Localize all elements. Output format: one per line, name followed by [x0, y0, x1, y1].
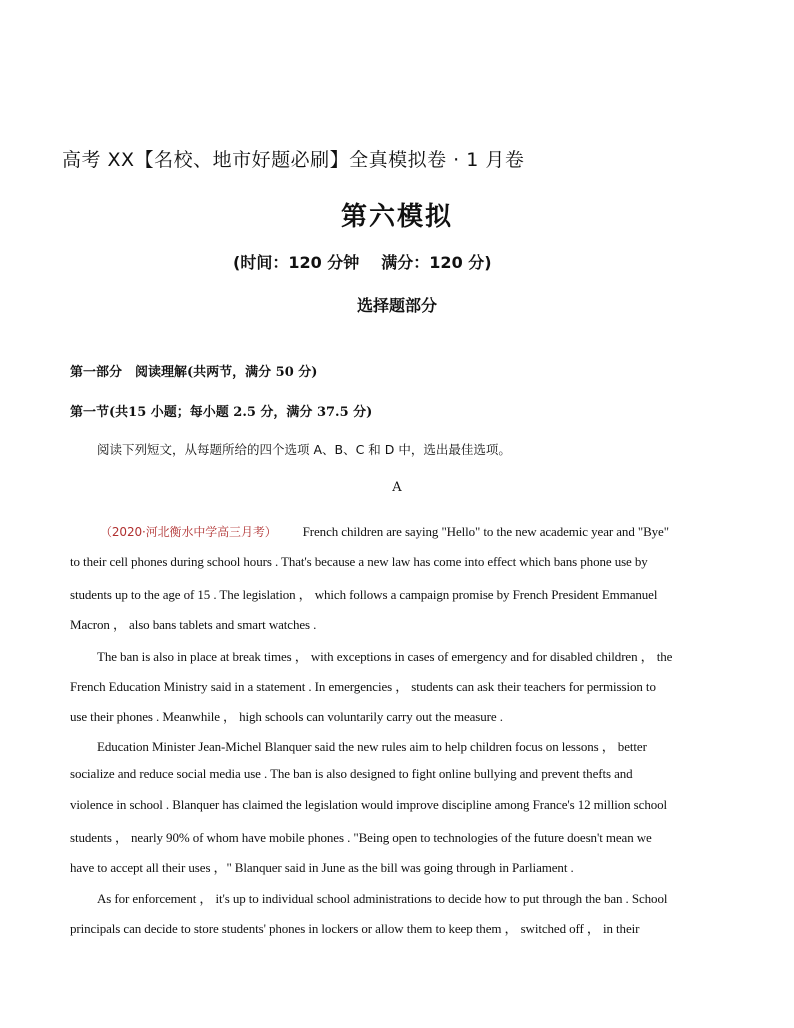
section-heading: 选择题部分	[356, 296, 437, 315]
passage-line: Macron ， also bans tablets and smart watches .	[70, 617, 317, 632]
passage-line: French Education Ministry said in a statement . In emergencies ， students can ask their teachers for permission to	[70, 679, 656, 694]
passage-line: students ， nearly 90% of whom have mobile phones . "Being open to technologies of the future doesn't mean we	[70, 830, 652, 845]
passage-line: socialize and reduce social media use . The ban is also designed to fight online bullying and prevent thefts and	[70, 766, 633, 781]
passage-line: have to accept all their uses ，" Blanquer said in June as the bill was going through in Parliament .	[70, 860, 574, 875]
time-limit: (时间：120 分钟	[233, 253, 360, 272]
passage-line: The ban is also in place at break times ， with exceptions in cases of emergency and for disabled children ， the	[97, 649, 673, 664]
passage-line: （2020·河北衡水中学高三月考） French children are saying "Hello" to the new academic year and "Bye"	[100, 524, 669, 539]
passage-line: As for enforcement ， it's up to individual school administrations to decide how to put through the ban . School	[97, 891, 668, 906]
passage-label: A	[392, 480, 402, 495]
passage-line: principals can decide to store students' phones in lockers or allow them to keep them ， switched off ， in their	[70, 921, 640, 936]
passage-line: violence in school . Blanquer has claimed the legislation would improve discipline among France's 12 million school	[70, 797, 668, 812]
full-score: 满分：120 分)	[381, 253, 492, 272]
exam-series-title: 高考 XX【名校、地市好题必刷】全真模拟卷 · 1 月卷	[62, 149, 525, 171]
part-heading: 第一部分 阅读理解(共两节，满分 50 分)	[70, 365, 318, 380]
source-tag: （2020·河北衡水中学高三月考）	[100, 525, 277, 539]
passage-line: use their phones . Meanwhile ， high schools can voluntarily carry out the measure .	[70, 709, 503, 724]
subsection-heading: 第一节(共15 小题；每小题 2.5 分，满分 37.5 分)	[70, 405, 373, 420]
exam-time-score	[233, 250, 492, 273]
exam-title: 第六模拟	[340, 202, 453, 232]
passage-line: to their cell phones during school hours . That's because a new law has come into effect which bans phone use by	[70, 554, 648, 569]
passage-line: students up to the age of 15 . The legislation ， which follows a campaign promise by French President Emmanuel	[70, 587, 658, 602]
passage-line: Education Minister Jean-Michel Blanquer said the new rules aim to help children focus on lessons ， better	[97, 739, 647, 754]
instructions: 阅读下列短文，从每题所给的四个选项 A、B、C 和 D 中，选出最佳选项。	[97, 442, 511, 457]
